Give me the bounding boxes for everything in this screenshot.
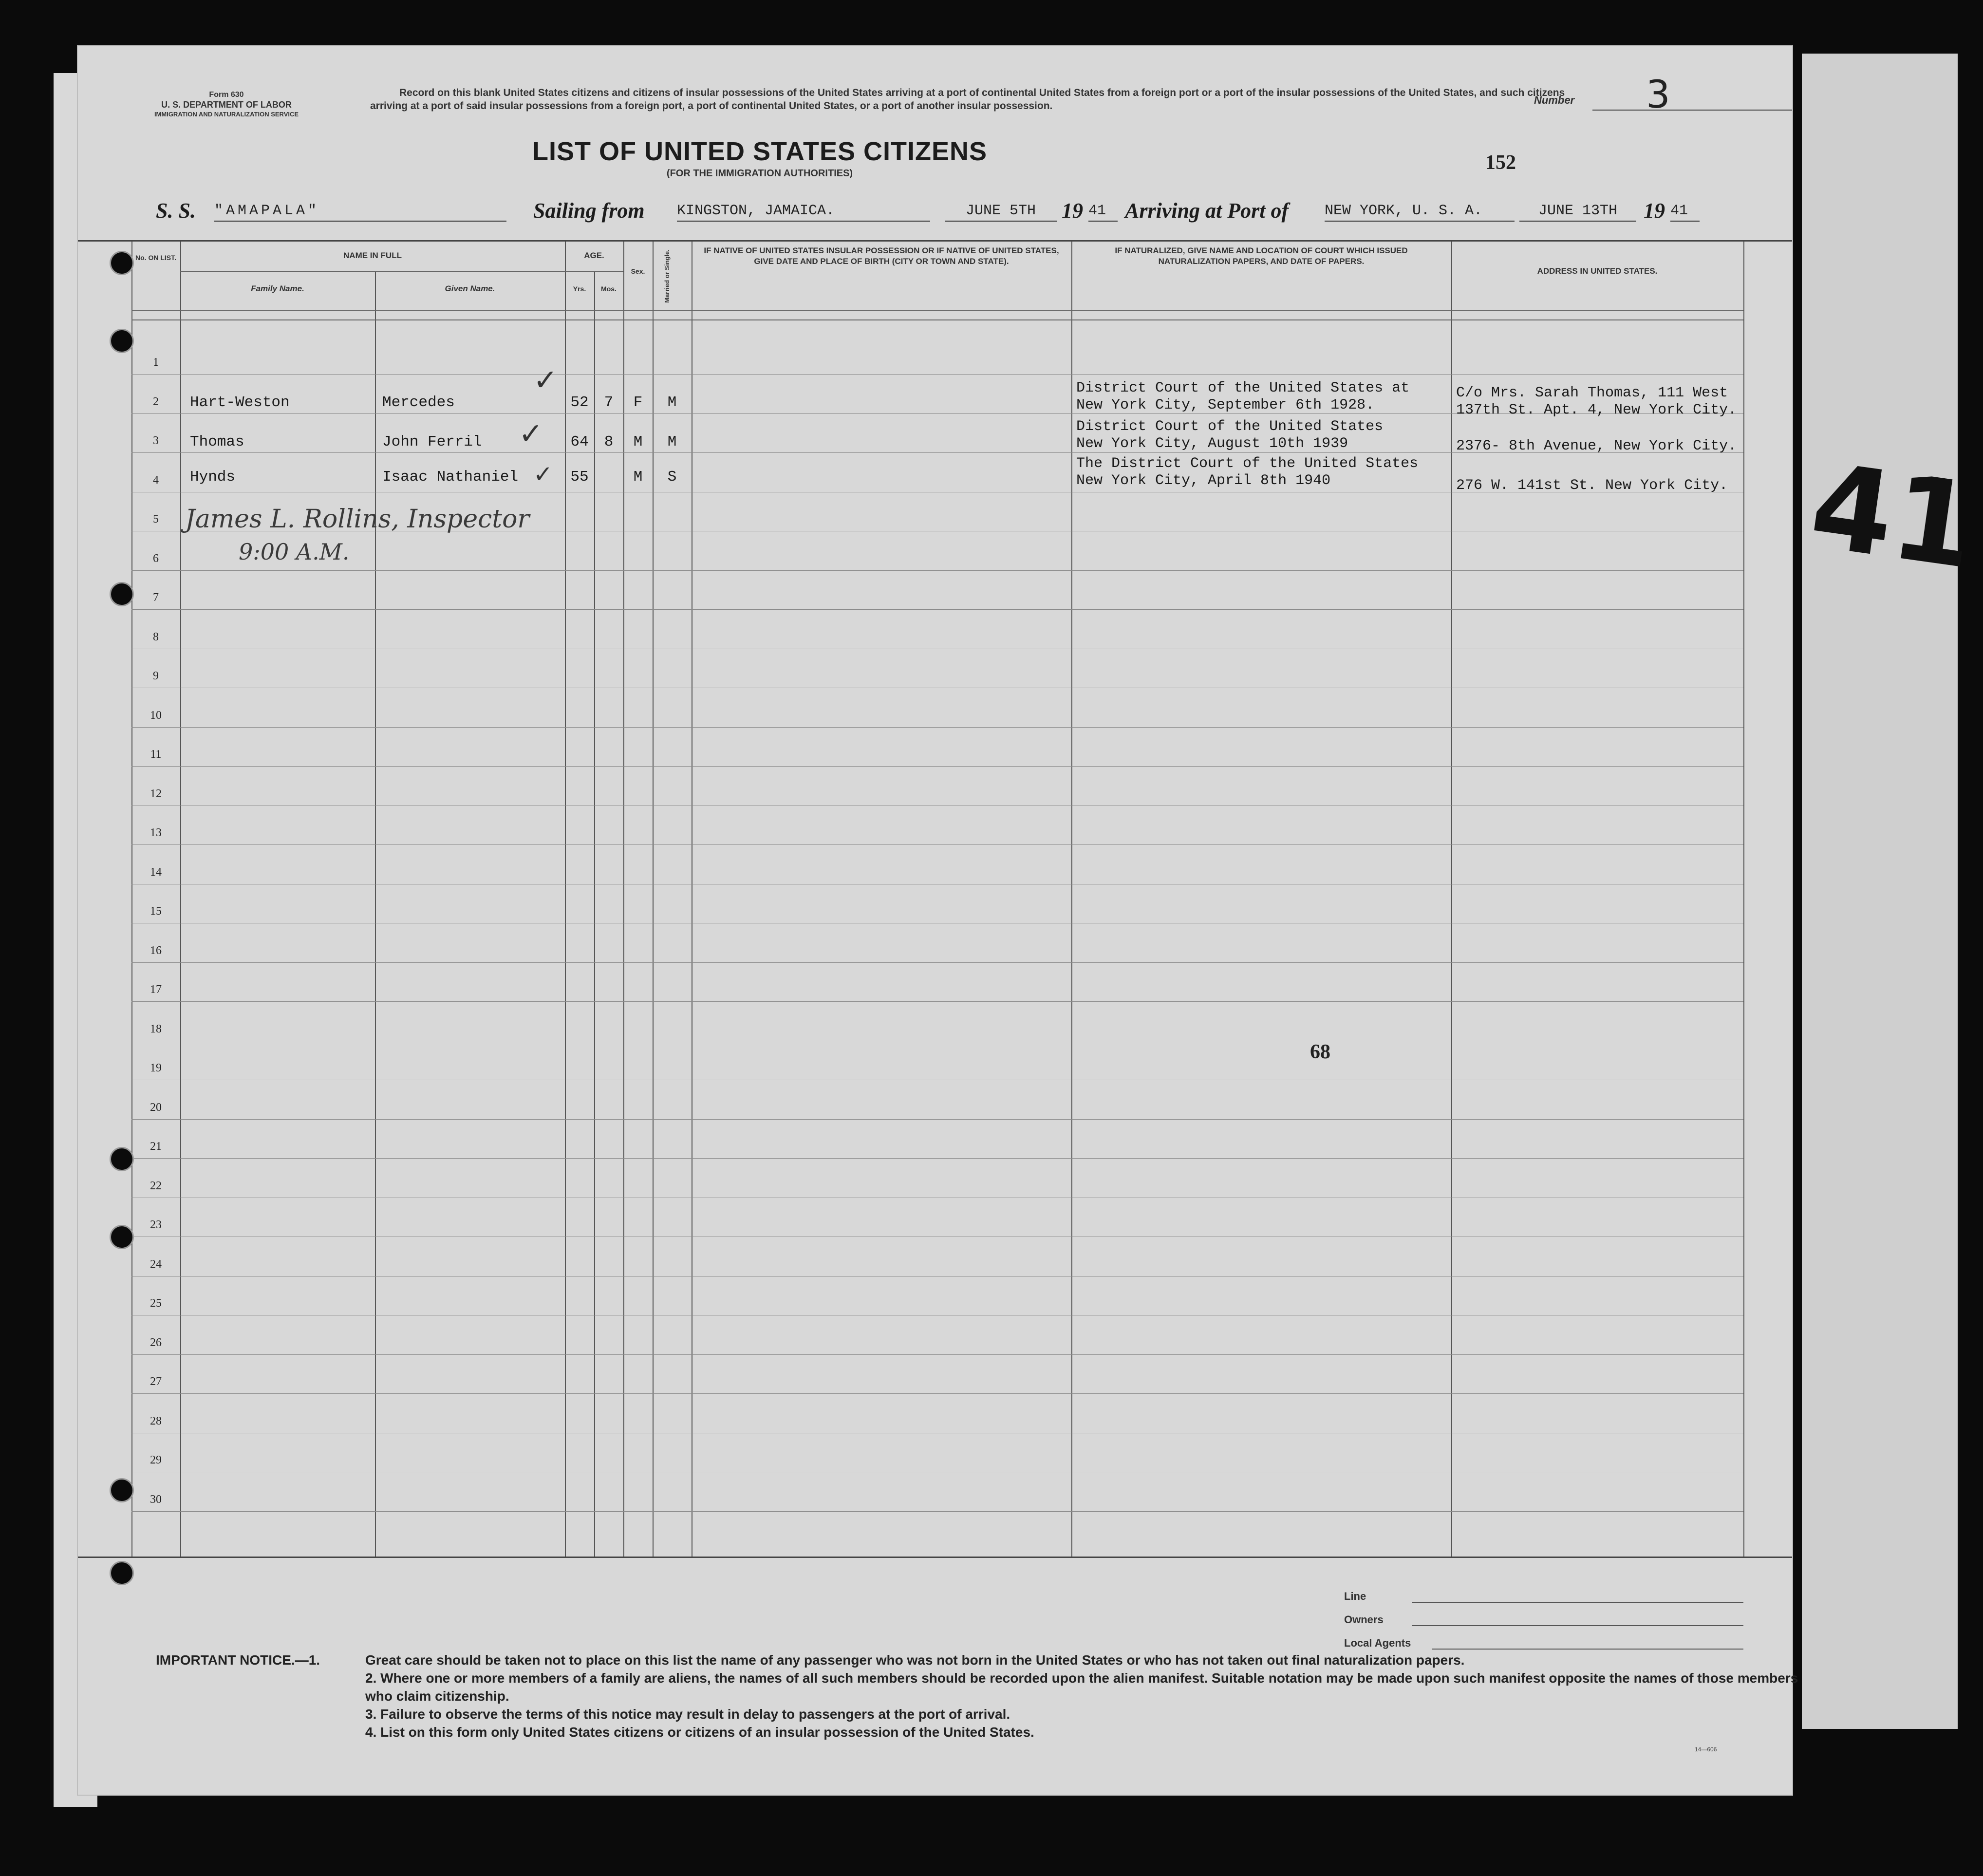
line-owners-agents [1344,1585,1743,1655]
arrival-date: JUNE 13TH [1519,201,1636,222]
row-number: 19 [150,1062,162,1074]
footer-code: 14—606 [1695,1746,1717,1753]
row-number: 8 [153,630,159,643]
passenger-table [78,240,1792,1558]
header-native-birthplace: IF NATIVE OF UNITED STATES INSULAR POSSESSION OR IF NATIVE OF UNITED STATES, GIVE DATE AND PLACE OF BIRTH (CITY OR TOWN AND STATE). [704,246,1059,266]
row-number: 3 [153,434,159,447]
age-months: 7 [604,394,614,411]
address-line-2: 137th St. Apt. 4, New York City. [1456,402,1737,418]
row-rule [131,374,1743,375]
binder-hole [110,1225,134,1249]
notice-item-2: 2. Where one or more members of a family are aliens, the names of all such members should be recorded upon the alien manifest. Suitable notation may be made upon such manifest opposite the names of those members who claim citizenship. [365,1670,1798,1704]
notice-item-3: 3. Failure to observe the terms of this notice may result in delay to passengers at the port of arrival. [365,1707,1010,1722]
row-rule [131,1158,1743,1159]
page-stamp-number: 68 [1310,1041,1330,1063]
checkmark-icon: ✓ [519,417,543,451]
header-no-on-list: No. ON LIST. [135,254,176,262]
naturalization-date: New York City, August 10th 1939 [1076,435,1348,452]
number-value: 3 [1646,73,1670,117]
row-number: 30 [150,1493,162,1506]
checkmark-icon: ✓ [533,363,558,397]
marital-status: M [667,433,677,450]
owners-field: Owners [1344,1609,1743,1632]
naturalization-court: District Court of the United States at [1076,380,1410,396]
header-naturalization: IF NATURALIZED, GIVE NAME AND LOCATION OF COURT WHICH ISSUED NATURALIZATION PAPERS, AND DATE OF PAPERS. [1115,246,1408,266]
line-field: Line [1344,1585,1743,1609]
row-number: 4 [153,473,159,487]
manifest-sheet [78,46,1798,1795]
row-number: 15 [150,905,162,918]
row-number: 14 [150,865,162,879]
given-name: Mercedes [382,394,455,411]
page-subtitle: (FOR THE IMMIGRATION AUTHORITIES) [666,168,853,179]
sailing-line [156,198,1782,232]
inspector-signature: James L. Rollins, Inspector [185,505,530,534]
row-number: 12 [150,787,162,800]
family-name: Hynds [190,469,236,486]
binder-hole [110,1478,134,1502]
naturalization-date: New York City, April 8th 1940 [1076,472,1331,489]
family-name: Hart-Weston [190,394,290,411]
local-agents-field: Local Agents [1344,1632,1743,1655]
row-rule [131,1119,1743,1120]
address-line-1: 276 W. 141st St. New York City. [1456,477,1728,494]
row-number: 17 [150,983,162,996]
address-line-1: C/o Mrs. Sarah Thomas, 111 West [1456,385,1728,401]
arriving-label: Arriving at Port of [1125,199,1289,223]
row-rule [131,727,1743,728]
departure-year-prefix: 19 [1062,199,1083,223]
row-number: 11 [150,748,162,761]
naturalization-court: District Court of the United States [1076,418,1384,435]
notice-items [365,1651,1812,1741]
naturalization-court: The District Court of the United States [1076,455,1419,472]
sex: M [633,469,643,486]
form-identifier [146,90,307,119]
row-number: 10 [150,709,162,722]
underlying-page-right [1802,54,1958,1729]
row-number: 18 [150,1022,162,1035]
row-number: 2 [153,395,159,408]
sailing-from-label: Sailing from [533,199,645,223]
row-number: 25 [150,1297,162,1310]
row-number: 27 [150,1375,162,1388]
ship-name: "AMAPALA" [214,201,506,222]
form-number: Form 630 [209,91,244,99]
list-number [1534,73,1797,117]
service-name: IMMIGRATION AND NATURALIZATION SERVICE [154,111,299,118]
header-age: AGE. [584,251,604,260]
row-number: 16 [150,944,162,957]
marital-status: M [667,394,677,411]
row-number: 9 [153,670,159,682]
naturalization-date: New York City, September 6th 1928. [1076,397,1375,413]
notice-item-1: Great care should be taken not to place on this list the name of any passenger who was not born in the United States or who has not taken out final naturalization papers. [365,1652,1465,1668]
header-age-years: Yrs. [573,285,586,293]
given-name: Isaac Nathaniel [382,469,519,486]
sailing-from-port: KINGSTON, JAMAICA. [677,201,930,222]
binder-hole [110,1561,134,1585]
row-number: 7 [153,591,159,604]
row-number: 13 [150,826,162,839]
header-given-name: Given Name. [445,284,495,293]
age-years: 55 [570,469,589,486]
page-number: 152 [1485,151,1516,174]
row-rule [131,570,1743,571]
header-address: ADDRESS IN UNITED STATES. [1537,266,1658,276]
checkmark-icon: ✓ [533,461,553,488]
row-number: 20 [150,1101,162,1114]
row-rule [131,962,1743,963]
row-number: 29 [150,1454,162,1466]
binder-hole [110,251,134,275]
row-rule [131,766,1743,767]
row-rule [131,844,1743,845]
header-sex: Sex. [631,267,645,275]
header-name-in-full: NAME IN FULL [343,251,402,260]
address-line-1: 2376- 8th Avenue, New York City. [1456,438,1737,454]
binder-hole [110,1147,134,1171]
header-married-single: Married or Single. [663,249,671,303]
department-name: U. S. DEPARTMENT OF LABOR [161,100,292,110]
row-number: 22 [150,1179,162,1192]
binder-hole [110,582,134,606]
row-number: 24 [150,1257,162,1271]
row-number: 21 [150,1140,162,1153]
row-number: 26 [150,1336,162,1349]
row-rule [131,609,1743,610]
given-name: John Ferril [382,433,482,450]
form-instructions: Record on this blank United States citizens and citizens of insular possessions of the United States arriving at a port of continental United States from a foreign port or a port of the insular possessions of the United States, and such citizens arriving at a port of said insular possessions from a foreign port, a port of continental United States, or a port of another insular possession. [370,87,1565,112]
row-rule [131,1511,1743,1512]
row-rule [131,1001,1743,1002]
marital-status: S [667,469,677,486]
row-number: 1 [153,356,159,369]
row-number: 6 [153,552,159,565]
binder-hole [110,329,134,353]
departure-date: JUNE 5TH [945,201,1057,222]
header-family-name: Family Name. [251,284,304,293]
arrival-year-prefix: 19 [1644,199,1665,223]
header-age-months: Mos. [601,285,617,293]
age-years: 64 [570,433,589,450]
number-label: Number [1534,94,1575,106]
departure-year: 41 [1088,201,1118,222]
ss-label: S. S. [156,199,196,223]
notice-heading: IMPORTANT NOTICE.—1. [156,1652,320,1668]
family-name: Thomas [190,433,244,450]
handwritten-margin-mark: 41 [1803,437,1983,595]
number-line [1592,110,1792,111]
row-number: 23 [150,1219,162,1231]
row-rule [131,1354,1743,1355]
row-number: 28 [150,1414,162,1427]
row-rule [131,1393,1743,1394]
inspector-time: 9:00 A.M. [239,539,350,565]
age-years: 52 [570,394,589,411]
arrival-year: 41 [1670,201,1700,222]
arrival-port: NEW YORK, U. S. A. [1325,201,1515,222]
page-title: LIST OF UNITED STATES CITIZENS [532,137,987,166]
sex: F [633,394,643,411]
age-months: 8 [604,433,614,450]
row-number: 5 [153,513,159,525]
sex: M [633,433,643,450]
notice-item-4: 4. List on this form only United States citizens or citizens of an insular possession of the United States. [365,1725,1034,1740]
